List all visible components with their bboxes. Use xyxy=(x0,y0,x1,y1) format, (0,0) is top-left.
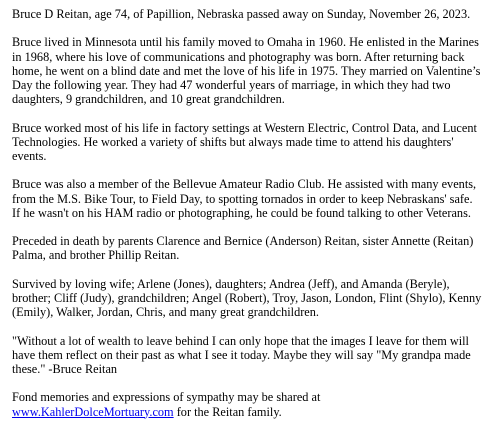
closing-tail-text: for the Reitan family. xyxy=(173,404,282,419)
closing-paragraph xyxy=(12,390,483,418)
closing-lead-text: Fond memories and expressions of sympathy may be shared at xyxy=(12,390,321,405)
death-announcement-paragraph: Bruce D Reitan, age 74, of Papillion, Nebraska passed away on Sunday, November 26, 2023. xyxy=(12,7,471,21)
career-paragraph: Bruce worked most of his life in factory settings at Western Electric, Control Data, and Lucent Technologies. He worked a variety of shifts but always made time to attend his daughters' events. xyxy=(12,120,477,163)
survived-by-paragraph: Survived by loving wife; Arlene (Jones), daughters; Andrea (Jeff), and Amanda (Beryle), brother; Cliff (Judy), grandchildren; Angel (Robert), Troy, Jason, London, Flint (Shylo), Kenny (Emily), Walker, Jordan, Chris, and many great grandchildren. xyxy=(12,276,482,320)
radio-club-paragraph: Bruce was also a member of the Bellevue Amateur Radio Club. He assisted with many events, from the M.S. Bike Tour, to Field Day, to spotting tornados in order to keep Nebraskans' safe. If he wasn't on his HAM radio or photographing, he could be found talking to other Veterans. xyxy=(12,177,477,220)
mortuary-website-link[interactable]: www.KahlerDolceMortuary.com xyxy=(12,404,174,419)
biography-paragraph: Bruce lived in Minnesota until his family moved to Omaha in 1960. He enlisted in the Marines in 1968, where his love of communications and photography was born. After returning back home, he went on a blind date and met the love of his life in 1975. They married on Valentine’s Day the following year. They had 47 wonderful years of marriage, in which they had two daughters, 9 grandchildren, and 10 great grandchildren. xyxy=(12,35,481,107)
quote-paragraph: "Without a lot of wealth to leave behind I can only hope that the images I leave for them will have them reflect on their past as what I see it today. Maybe they will say "My grandpa made these." -Bruce Reitan xyxy=(12,333,471,376)
preceded-in-death-paragraph: Preceded in death by parents Clarence and Bernice (Anderson) Reitan, sister Annette (Reitan) Palma, and brother Phillip Reitan. xyxy=(12,234,474,263)
